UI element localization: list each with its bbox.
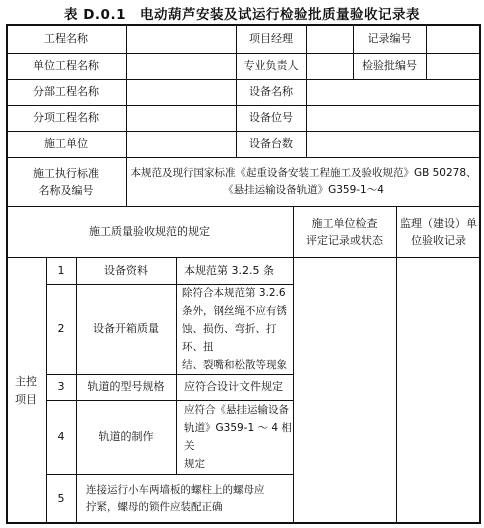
item-requirement: 应符合设计文件规定 [184,380,283,393]
equipment-position-label: 设备位号 [249,111,293,124]
project-name-label: 工程名称 [44,31,88,45]
subitem-project-label: 分项工程名称 [33,111,99,124]
project-manager-value[interactable] [306,24,353,53]
supervisor-records[interactable] [396,257,481,524]
division-project-value[interactable] [126,79,236,105]
division-project-label: 分部工程名称 [33,85,99,98]
item-requirement: 连接运行小车两墙板的螺柱上的螺母应 拧紧，螺母的锁件应装配正确 [86,484,265,513]
unit-check-column-header: 施工单位检查 评定记录或状态 [306,216,383,247]
item-name: 设备开箱质量 [93,322,159,335]
item-number: 1 [57,263,65,277]
form-title: 表 D.0.1 电动葫芦安装及试运行检验批质量验收记录表 [64,7,420,23]
standard-value: 本规范及现行国家标准《起重设备安装工程施工及验收规范》GB 50278、 《悬挂运输设备轨道》G359-1～4 [130,166,477,196]
unit-project-value[interactable] [126,53,236,79]
item-name: 轨道的制作 [98,430,154,443]
equipment-position-value[interactable] [306,105,481,131]
batch-no-label: 检验批编号 [362,59,417,72]
equipment-count-value[interactable] [306,131,481,157]
item-number: 4 [57,430,65,443]
unit-check-records[interactable] [293,257,396,524]
inspection-record-table [6,24,481,524]
equipment-name-value[interactable] [306,79,481,105]
specialist-value[interactable] [306,53,353,79]
item-requirement: 除符合本规范第 3.2.6 条外，钢丝绳不应有锈 蚀、损伤、弯折、打环、扭 结、裂嘴和松散等现象 [182,287,287,371]
construction-unit-value[interactable] [126,131,236,157]
standard-label: 施工执行标准 名称及编号 [33,166,99,197]
item-name: 设备资料 [104,263,148,277]
equipment-count-label: 设备台数 [249,137,293,150]
subitem-project-value[interactable] [126,105,236,131]
construction-unit-label: 施工单位 [44,137,88,150]
record-no-label: 记录编号 [367,31,412,45]
supervisor-column-header: 监理（建设）单 位验收记录 [400,216,477,247]
spec-column-header: 施工质量验收规范的规定 [89,224,210,238]
equipment-name-label: 设备名称 [249,85,293,98]
item-number: 5 [57,492,65,505]
item-number: 2 [57,322,65,335]
record-no-value[interactable] [426,24,481,53]
specialist-label: 专业负责人 [243,59,299,72]
item-name: 轨道的型号规格 [87,380,165,393]
item-number: 3 [57,380,65,393]
item-requirement: 应符合《悬挂运输设备 轨道》G359-1 ～ 4 相关 规定 [184,404,292,470]
unit-project-label: 单位工程名称 [33,59,99,72]
project-manager-label: 项目经理 [249,31,293,45]
batch-no-value[interactable] [426,53,481,79]
main-control-label: 主控 项目 [15,374,37,406]
item-requirement: 本规范第 3.2.5 条 [184,263,274,277]
project-name-value[interactable] [126,24,236,53]
